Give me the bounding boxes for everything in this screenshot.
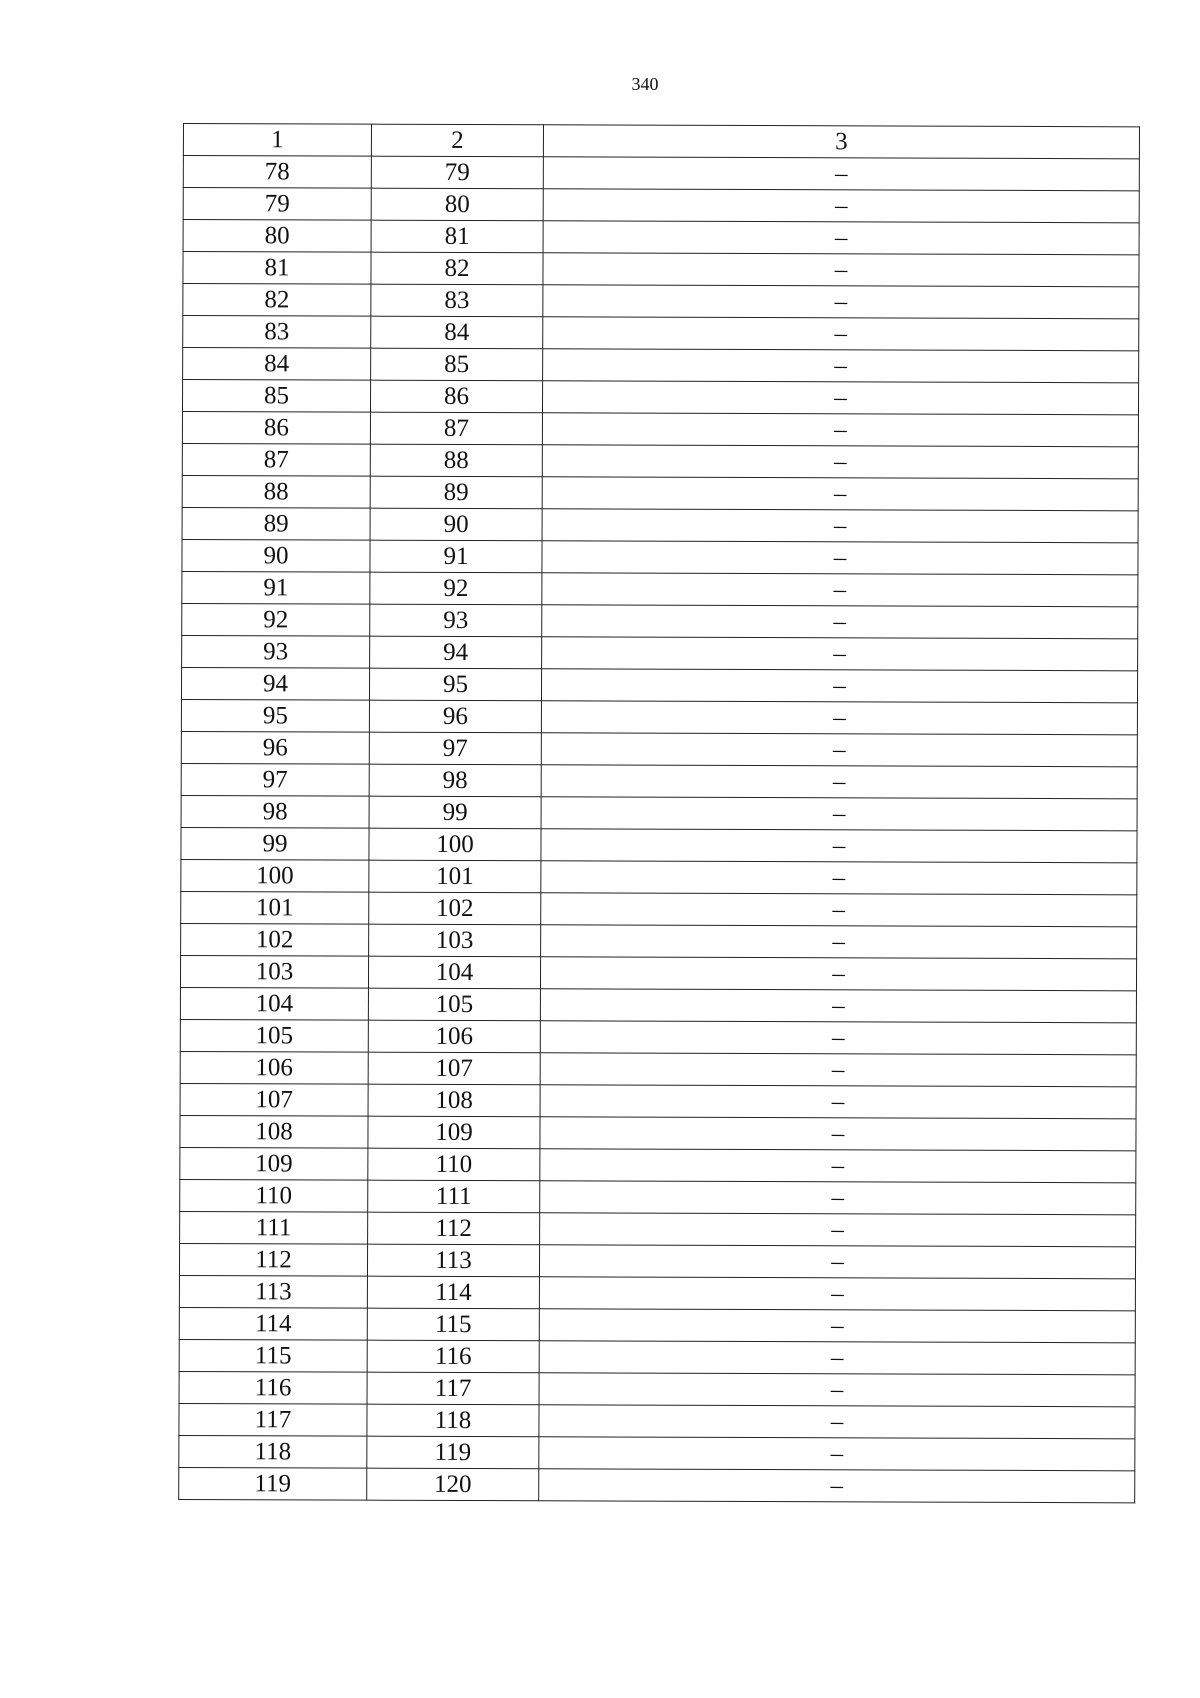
- table-cell-col3: –: [541, 701, 1137, 735]
- table-cell-col3: –: [542, 413, 1138, 447]
- table-cell-col3: –: [542, 541, 1138, 575]
- table-body: [179, 124, 1140, 1503]
- table-cell-col2: 100: [369, 828, 541, 861]
- table-cell-col1: 116: [179, 1371, 367, 1404]
- table-cell-col3: –: [540, 989, 1136, 1023]
- table-cell-col3: –: [543, 285, 1139, 319]
- table-row: [182, 507, 1138, 542]
- table-cell-col3: –: [539, 1405, 1135, 1439]
- table-row: [179, 1435, 1135, 1470]
- table-row: [179, 1339, 1135, 1374]
- table-cell-col3: –: [542, 381, 1138, 415]
- table-cell-col1: 78: [183, 156, 371, 189]
- table-cell-col2: 98: [369, 764, 541, 797]
- table-cell-col2: 90: [370, 508, 542, 541]
- table-cell-col3: –: [542, 605, 1138, 639]
- table-row: [181, 923, 1137, 958]
- table-row: [180, 987, 1136, 1022]
- table-row: [182, 412, 1138, 447]
- table-cell-col2: 105: [368, 988, 540, 1021]
- table-cell-col3: –: [543, 253, 1139, 287]
- table-row: [181, 891, 1137, 926]
- table-cell-col2: 112: [368, 1212, 540, 1245]
- table-cell-col1: 89: [182, 507, 370, 540]
- table-row: [179, 1275, 1135, 1310]
- table-cell-col2: 111: [368, 1180, 540, 1213]
- table-cell-col3: –: [539, 1245, 1135, 1279]
- table-cell-col1: 80: [183, 220, 371, 253]
- table-cell-col3: –: [540, 1181, 1136, 1215]
- table-row: [183, 348, 1139, 383]
- table-cell-col1: 97: [181, 763, 369, 796]
- table-cell-col3: –: [539, 1277, 1135, 1311]
- table-row: [180, 1147, 1136, 1182]
- table-header-row: [183, 124, 1139, 159]
- table-cell-col1: 91: [182, 571, 370, 604]
- table-cell-col2: 80: [371, 188, 543, 221]
- table-cell-col3: –: [539, 1373, 1135, 1407]
- table-row: [183, 188, 1139, 223]
- table-cell-col3: –: [543, 221, 1139, 255]
- table-cell-col3: –: [541, 893, 1137, 927]
- table-cell-col3: –: [541, 797, 1137, 831]
- table-cell-col2: 117: [367, 1372, 539, 1405]
- table-row: [183, 252, 1139, 287]
- table-row: [182, 475, 1138, 510]
- table-cell-col1: 99: [181, 827, 369, 860]
- table-cell-col1: 98: [181, 795, 369, 828]
- table-cell-col1: 114: [179, 1307, 367, 1340]
- table-cell-col2: 93: [370, 604, 542, 637]
- table-row: [182, 539, 1138, 574]
- table-row: [182, 571, 1138, 606]
- table-row: [183, 316, 1139, 351]
- table-cell-col3: –: [543, 189, 1139, 223]
- table-cell-col2: 103: [369, 924, 541, 957]
- table-cell-col2: 106: [368, 1020, 540, 1053]
- table-row: [179, 1243, 1135, 1278]
- table-cell-col2: 94: [370, 636, 542, 669]
- table-row: [181, 795, 1137, 830]
- table-cell-col1: 90: [182, 539, 370, 572]
- table-cell-col2: 113: [367, 1244, 539, 1277]
- table-cell-col2: 109: [368, 1116, 540, 1149]
- table-cell-col3: –: [543, 157, 1139, 191]
- table-cell-col2: 101: [369, 860, 541, 893]
- table-cell-col1: 117: [179, 1403, 367, 1436]
- table-cell-col2: 99: [369, 796, 541, 829]
- table-cell-col2: 110: [368, 1148, 540, 1181]
- table-cell-col1: 79: [183, 188, 371, 221]
- table-cell-col1: 82: [183, 284, 371, 317]
- table-row: [180, 1115, 1136, 1150]
- table-cell-col2: 120: [367, 1468, 539, 1501]
- table-cell-col2: 86: [370, 380, 542, 413]
- table-cell-col3: –: [539, 1309, 1135, 1343]
- table-cell-col1: 110: [180, 1179, 368, 1212]
- table-cell-col2: 114: [367, 1276, 539, 1309]
- table-cell-col1: 118: [179, 1435, 367, 1468]
- table-row: [180, 1211, 1136, 1246]
- table-row: [182, 635, 1138, 670]
- table-row: [183, 284, 1139, 319]
- table-row: [181, 667, 1137, 702]
- table-cell-col1: 106: [180, 1051, 368, 1084]
- table-cell-col1: 111: [180, 1211, 368, 1244]
- table-cell-col3: –: [542, 573, 1138, 607]
- table-cell-col3: –: [541, 829, 1137, 863]
- table-cell-col1: 83: [183, 316, 371, 349]
- table-row: [181, 699, 1137, 734]
- table-cell-col2: 119: [367, 1436, 539, 1469]
- table-cell-col1: 81: [183, 252, 371, 285]
- table-cell-col1: 119: [179, 1467, 367, 1500]
- table-cell-col1: 102: [181, 923, 369, 956]
- table-cell-col2: 79: [371, 156, 543, 189]
- table-cell-col2: 91: [370, 540, 542, 573]
- table-cell-col2: 84: [371, 316, 543, 349]
- column-header-2: 2: [371, 124, 543, 157]
- table-row: [179, 1371, 1135, 1406]
- table-row: [179, 1403, 1135, 1438]
- table-row: [181, 827, 1137, 862]
- data-table: [178, 123, 1140, 1503]
- table-cell-col2: 92: [370, 572, 542, 605]
- table-cell-col1: 95: [181, 699, 369, 732]
- table-cell-col3: –: [541, 669, 1137, 703]
- table-cell-col1: 94: [181, 667, 369, 700]
- table-cell-col2: 81: [371, 220, 543, 253]
- table-cell-col2: 118: [367, 1404, 539, 1437]
- table-cell-col1: 100: [181, 859, 369, 892]
- table-cell-col2: 88: [370, 444, 542, 477]
- table-cell-col3: –: [542, 637, 1138, 671]
- table-cell-col3: –: [540, 1021, 1136, 1055]
- table-cell-col3: –: [541, 733, 1137, 767]
- table-cell-col1: 101: [181, 891, 369, 924]
- table-cell-col2: 89: [370, 476, 542, 509]
- table-cell-col1: 88: [182, 475, 370, 508]
- table-row: [179, 1467, 1135, 1502]
- table-cell-col3: –: [542, 509, 1138, 543]
- table-row: [180, 1019, 1136, 1054]
- table-cell-col2: 116: [367, 1340, 539, 1373]
- table-cell-col2: 102: [369, 892, 541, 925]
- table-cell-col1: 109: [180, 1147, 368, 1180]
- table-cell-col1: 108: [180, 1115, 368, 1148]
- table-row: [181, 859, 1137, 894]
- table-row: [182, 443, 1138, 478]
- table-cell-col2: 85: [371, 348, 543, 381]
- table-cell-col1: 87: [182, 443, 370, 476]
- column-header-3: 3: [543, 125, 1139, 159]
- table-cell-col1: 84: [183, 348, 371, 381]
- table-cell-col2: 97: [369, 732, 541, 765]
- table-cell-col3: –: [540, 1213, 1136, 1247]
- table-cell-col2: 104: [368, 956, 540, 989]
- page-number: 340: [631, 74, 659, 94]
- table-row: [182, 380, 1138, 415]
- table-cell-col1: 112: [179, 1243, 367, 1276]
- table-cell-col3: –: [540, 1149, 1136, 1183]
- table-cell-col3: –: [541, 765, 1137, 799]
- table-row: [182, 603, 1138, 638]
- table-row: [181, 731, 1137, 766]
- table-cell-col2: 96: [369, 700, 541, 733]
- table-cell-col3: –: [540, 1085, 1136, 1119]
- table-cell-col2: 87: [370, 412, 542, 445]
- table-cell-col1: 105: [180, 1019, 368, 1052]
- table-row: [180, 955, 1136, 990]
- table-cell-col3: –: [540, 957, 1136, 991]
- column-header-1: 1: [183, 124, 371, 157]
- table-cell-col1: 113: [179, 1275, 367, 1308]
- table-cell-col3: –: [539, 1469, 1135, 1503]
- table-cell-col1: 93: [182, 635, 370, 668]
- table-cell-col3: –: [541, 925, 1137, 959]
- table-cell-col1: 85: [182, 380, 370, 413]
- table-cell-col2: 95: [369, 668, 541, 701]
- table-cell-col3: –: [542, 445, 1138, 479]
- table-cell-col1: 107: [180, 1083, 368, 1116]
- table-cell-col1: 86: [182, 412, 370, 445]
- table-cell-col2: 115: [367, 1308, 539, 1341]
- table-cell-col1: 104: [180, 987, 368, 1020]
- table-row: [180, 1179, 1136, 1214]
- table-cell-col2: 108: [368, 1084, 540, 1117]
- table-cell-col2: 82: [371, 252, 543, 285]
- table-cell-col3: –: [540, 1053, 1136, 1087]
- table-cell-col3: –: [539, 1341, 1135, 1375]
- table-cell-col3: –: [539, 1437, 1135, 1471]
- table-row: [180, 1083, 1136, 1118]
- table-cell-col1: 103: [180, 955, 368, 988]
- table-cell-col2: 83: [371, 284, 543, 317]
- table-cell-col2: 107: [368, 1052, 540, 1085]
- table-cell-col3: –: [541, 861, 1137, 895]
- table-cell-col1: 92: [182, 603, 370, 636]
- table-row: [183, 220, 1139, 255]
- table-row: [180, 1051, 1136, 1086]
- table-cell-col3: –: [542, 477, 1138, 511]
- table-row: [183, 156, 1139, 191]
- table-row: [181, 763, 1137, 798]
- table-row: [179, 1307, 1135, 1342]
- table-cell-col1: 96: [181, 731, 369, 764]
- table-cell-col1: 115: [179, 1339, 367, 1372]
- table-cell-col3: –: [543, 349, 1139, 383]
- table-cell-col3: –: [543, 317, 1139, 351]
- table-cell-col3: –: [540, 1117, 1136, 1151]
